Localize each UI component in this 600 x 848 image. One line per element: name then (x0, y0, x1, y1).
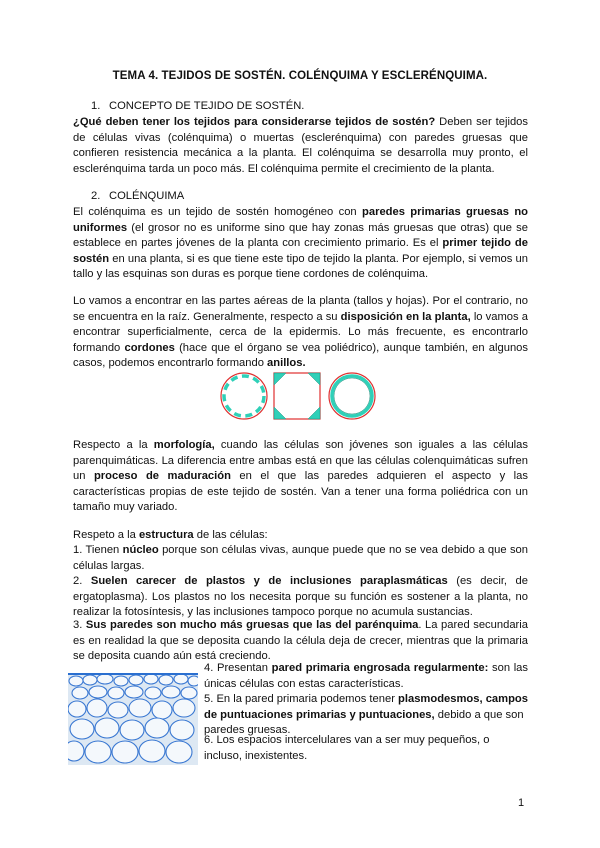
colenquima-paragraph-1: El colénquima es un tejido de sostén homogéneo con paredes primarias gruesas no uniformes (el grosor no es uniforme sino que hay zonas más gruesas que otras) que se establece en partes jóvenes de la planta con crecimiento primario. Es el primer tejido de sostén en una planta, si es que tiene este tipo de tejido la planta. Por ejemplo, si vemos un tallo y las esquinas son duras es porque tiene cordones de colénquima. (73, 206, 528, 281)
section-2-number: 2. (91, 190, 101, 202)
colenquima-disposition-diagram (218, 370, 380, 422)
document-title: TEMA 4. TEJIDOS DE SOSTÉN. COLÉNQUIMA Y ESCLERÉNQUIMA. (112, 70, 488, 82)
colenquima-paragraph-3: Respecto a la morfología, cuando las células son jóvenes son iguales a las células parenquimáticas. La diferencia entre ambas está en que las células colenquimáticas sufren un proceso de maduración en el que las paredes adquieren el aspecto y las características propias de este tejido de sostén. Van a tener una forma poliédrica con un tamaño muy variado. (73, 439, 528, 514)
estructura-item-4: 4. Presentan pared primaria engrosada regularmente: son las únicas células con estas características. (204, 662, 528, 690)
section-1-title: CONCEPTO DE TEJIDO DE SOSTÉN. (109, 100, 305, 112)
section-1-paragraph: ¿Qué deben tener los tejidos para considerarse tejidos de sostén? Deben ser tejidos de células vivas (colénquima) o muertas (esclerénquima) con paredes gruesas que confieren resistencia mecánica a la planta. El colénquima se desarrolla muy pronto, el esclerénquima tarda un poco más. El colénquima permite el crecimiento de la planta. (73, 116, 528, 175)
estructura-intro: Respeto a la estructura de las células: (73, 529, 268, 541)
section-1-number: 1. (91, 100, 101, 112)
estructura-item-3: 3. Sus paredes son mucho más gruesas que las del parénquima. La pared secundaria es en realidad la que se deposita cuando la célula deja de crecer, mientras que la primaria se deposita cuando aún está creciendo. (73, 619, 528, 663)
square-corners-figure (274, 373, 320, 419)
colenquima-micrograph (68, 673, 198, 765)
ring-figure (329, 373, 375, 419)
page-number: 1 (518, 797, 525, 809)
section-2-heading (91, 190, 184, 202)
estructura-item-6: 6. Los espacios intercelulares van a ser muy pequeños, o incluso, inexistentes. (204, 734, 490, 762)
section-2-title: COLÉNQUIMA (109, 190, 185, 202)
circle-strands-figure (221, 373, 267, 419)
question-bold: ¿Qué deben tener los tejidos para considerarse tejidos de sostén? (73, 116, 436, 128)
estructura-item-2: 2. Suelen carecer de plastos y de inclusiones paraplasmáticas (es decir, de ergatoplasma). Los plastos no los necesita porque su función es sostener a la planta, no realizar la fotosíntesis, y las inclusiones tampoco porque no acumula sustancias. (73, 575, 528, 619)
section-1-heading (91, 100, 304, 112)
colenquima-paragraph-2: Lo vamos a encontrar en las partes aéreas de la planta (tallos y hojas). Por el contrario, no se encuentra en la raíz. Generalmente, respecto a su disposición en la planta, lo vamos a encontrar superficialmente, cerca de la epidermis. Lo más frecuente, es encontrarlo formando cordones (hace que el órgano se vea poliédrico), aunque también, en algunos casos, podemos encontrarlo formando anillos. (73, 295, 528, 370)
estructura-item-1: 1. Tienen núcleo porque son células vivas, aunque puede que no se vea debido a que son células largas. (73, 544, 528, 572)
estructura-item-5: 5. En la pared primaria podemos tener plasmodesmos, campos de puntuaciones primarias y puntuaciones, debido a que son paredes gruesas. (204, 693, 528, 737)
